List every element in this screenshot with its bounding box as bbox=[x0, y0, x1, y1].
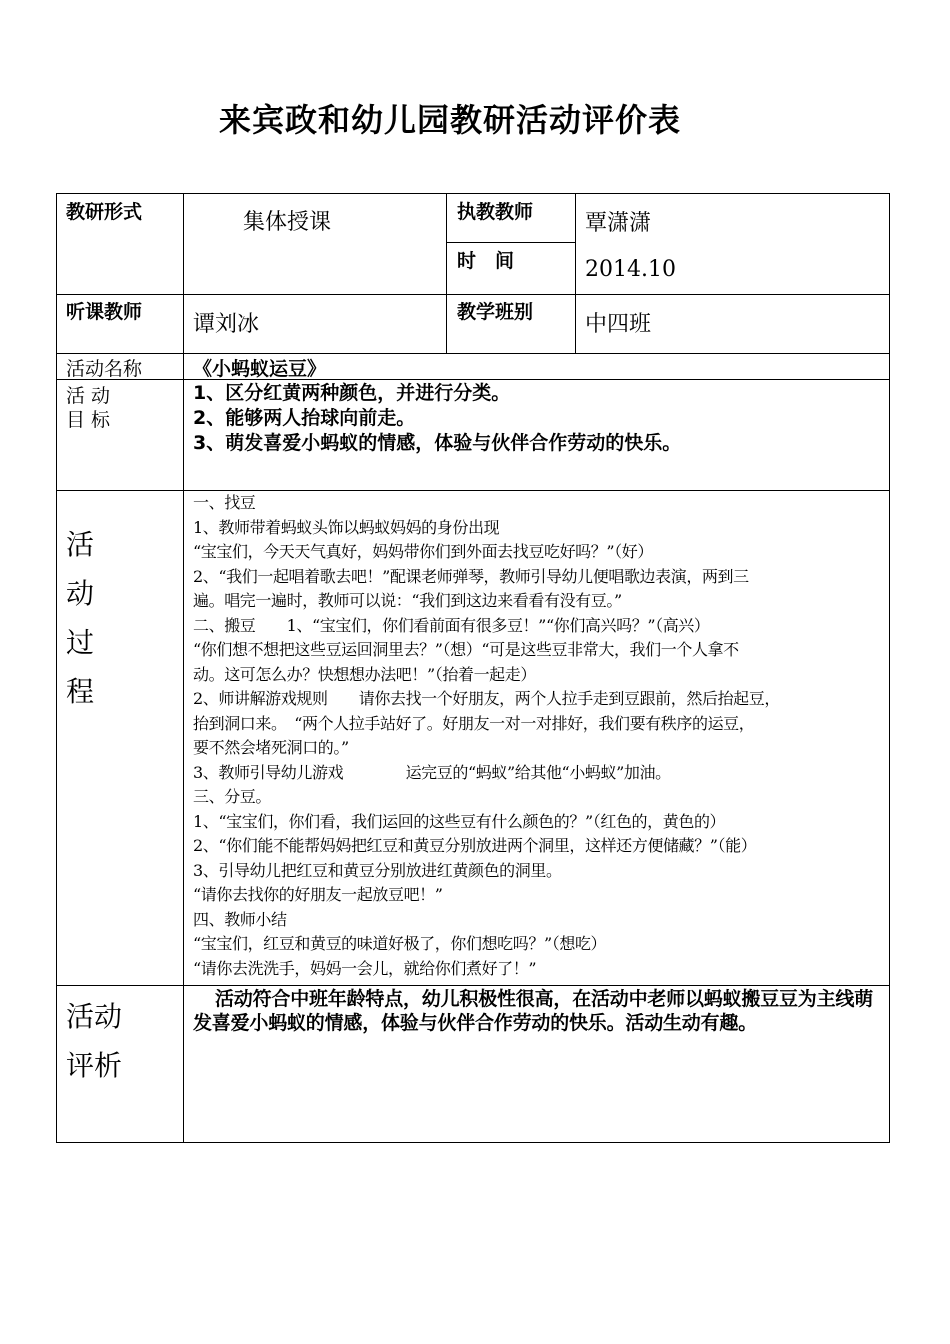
process-line: “宝宝们，红豆和黄豆的味道好极了，你们想吃吗？”（想吃） bbox=[193, 934, 607, 953]
process-label-char: 过 bbox=[66, 626, 95, 659]
evaluation-label-line: 活动 bbox=[66, 1000, 123, 1033]
activity-label: 活动名称 bbox=[66, 358, 143, 380]
class-value: 中四班 bbox=[585, 312, 652, 337]
process-label-char: 动 bbox=[66, 577, 95, 610]
table-row-divider bbox=[56, 353, 890, 354]
teacher-value: 覃潇潇 bbox=[585, 211, 652, 236]
process-line: “你们想不想把这些豆运回洞里去？”（想）“可是这些豆非常大，我们一个人拿不 bbox=[193, 640, 739, 659]
process-line: 要不然会堵死洞口的。” bbox=[193, 738, 349, 757]
process-line: 2、师讲解游戏规则 请你去找一个好朋友，两个人拉手走到豆跟前，然后抬起豆， bbox=[193, 689, 780, 708]
process-line: “请你去洗洗手，妈妈一会儿，就给你们煮好了！” bbox=[193, 958, 537, 978]
table-column-divider bbox=[575, 193, 576, 354]
time-value: 2014.10 bbox=[585, 257, 676, 282]
process-text bbox=[193, 491, 883, 981]
process-label-char: 程 bbox=[66, 675, 95, 708]
observer-label: 听课教师 bbox=[66, 301, 143, 323]
evaluation-text: 活动符合中班年龄特点，幼儿积极性很高，在活动中老师以蚂蚁搬豆豆为主线萌发喜爱小蚂蚁的情感，体验与伙伴合作劳动的快乐。活动生动有趣。 bbox=[193, 988, 874, 1034]
process-label bbox=[66, 520, 94, 716]
table-border-bottom bbox=[56, 1142, 890, 1143]
process-line: 一、找豆 bbox=[193, 493, 256, 512]
process-line: “宝宝们，今天天气真好，妈妈带你们到外面去找豆吃好吗？”（好） bbox=[193, 542, 653, 561]
process-line: 遍。唱完一遍时，教师可以说：“我们到这边来看看有没有豆。” bbox=[193, 591, 622, 610]
table-border-top bbox=[56, 193, 890, 194]
type-label: 教研形式 bbox=[66, 201, 143, 223]
evaluation-label bbox=[66, 992, 122, 1090]
evaluation-label-line: 评析 bbox=[66, 1049, 123, 1082]
table-row-divider bbox=[56, 379, 890, 380]
teacher-label: 执教教师 bbox=[457, 201, 534, 223]
goals-label-line1: 活 动 bbox=[66, 385, 111, 407]
process-line: 四、教师小结 bbox=[193, 909, 287, 929]
process-line: 3、教师引导幼儿游戏 运完豆的“蚂蚁”给其他“小蚂蚁”加油。 bbox=[193, 762, 671, 782]
time-label: 时 间 bbox=[457, 250, 515, 272]
table-column-divider bbox=[446, 193, 447, 354]
table-border-right bbox=[889, 193, 890, 1143]
table-row-divider bbox=[56, 985, 890, 986]
table-column-divider bbox=[183, 193, 184, 1143]
goals-label-line2: 目 标 bbox=[66, 409, 111, 431]
process-label-char: 活 bbox=[66, 528, 95, 561]
process-line: 动。这可怎么办？快想想办法吧！”（抬着一起走） bbox=[193, 664, 536, 684]
goal-item: 3、萌发喜爱小蚂蚁的情感，体验与伙伴合作劳动的快乐。 bbox=[193, 432, 682, 454]
goal-item: 1、区分红黄两种颜色，并进行分类。 bbox=[193, 382, 511, 404]
process-line: 2、“我们一起唱着歌去吧！”配课老师弹琴，教师引导幼儿便唱歌边表演，两到三 bbox=[193, 566, 749, 586]
goal-item: 2、能够两人抬球向前走。 bbox=[193, 407, 416, 429]
process-line: 2、“你们能不能帮妈妈把红豆和黄豆分别放进两个洞里，这样还方便储藏？”（能） bbox=[193, 836, 757, 855]
process-line: 3、引导幼儿把红豆和黄豆分别放进红黄颜色的洞里。 bbox=[193, 860, 562, 880]
process-line: 1、教师带着蚂蚁头饰以蚂蚁妈妈的身份出现 bbox=[193, 517, 500, 537]
type-value: 集体授课 bbox=[243, 210, 332, 235]
table-border-left bbox=[56, 193, 57, 1143]
activity-value: 《小蚂蚁运豆》 bbox=[193, 358, 327, 380]
process-line: 抬到洞口来。 “两个人拉手站好了。好朋友一对一对排好，我们要有秩序的运豆， bbox=[193, 713, 755, 733]
process-line: “请你去找你的好朋友一起放豆吧！” bbox=[193, 885, 443, 904]
process-line: 1、“宝宝们，你们看，我们运回的这些豆有什么颜色的？”（红色的，黄色的） bbox=[193, 811, 726, 831]
observer-value: 谭刘冰 bbox=[193, 312, 260, 337]
process-line: 二、搬豆 1、“宝宝们，你们看前面有很多豆！”“你们高兴吗？”（高兴） bbox=[193, 615, 710, 635]
table-row-divider bbox=[446, 242, 575, 243]
class-label: 教学班别 bbox=[457, 301, 534, 323]
page-title: 来宾政和幼儿园教研活动评价表 bbox=[218, 101, 681, 139]
table-row-divider bbox=[56, 294, 890, 295]
process-line: 三、分豆。 bbox=[193, 787, 272, 806]
